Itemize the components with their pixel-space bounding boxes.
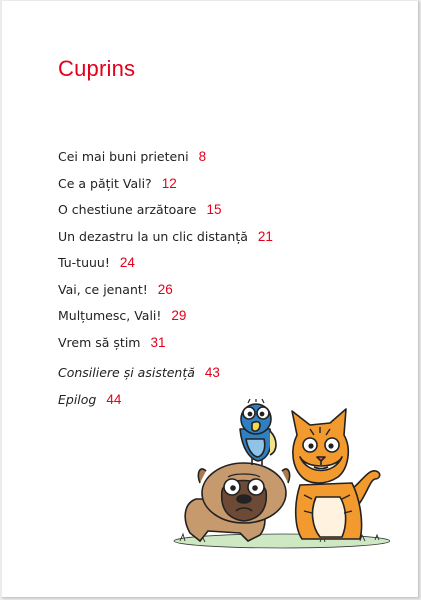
toc-entry-label: Tu-tuuu!: [58, 255, 110, 270]
animals-illustration: [170, 399, 390, 551]
toc-entry-page: 15: [206, 202, 222, 217]
toc-entry: [58, 200, 388, 227]
toc-entry: [58, 174, 388, 201]
table-of-contents: [58, 147, 388, 416]
toc-entry-page: 12: [161, 175, 177, 191]
toc-entry: [58, 253, 388, 280]
ginger-cat-icon: [292, 409, 380, 539]
toc-entry-label: Ce a pățit Vali?: [58, 175, 152, 191]
toc-entry: [58, 147, 388, 174]
toc-entry-page: 26: [157, 281, 173, 297]
toc-entry-label: Consiliere și asistență: [58, 365, 195, 380]
toc-entry: [58, 333, 388, 360]
toc-entry-page: 21: [257, 228, 273, 244]
parrot-icon: [240, 399, 276, 465]
toc-entry-label: Epilog: [58, 391, 97, 407]
toc-entry: [58, 306, 388, 333]
toc-entry-page: 8: [198, 149, 207, 164]
toc-entry: [58, 280, 388, 307]
toc-entry-label: Un dezastru la un clic distanță: [58, 228, 248, 244]
toc-entry-label: Vai, ce jenant!: [58, 281, 148, 297]
book-page: [2, 1, 419, 598]
toc-entry-appendix: [58, 363, 388, 390]
toc-entry-page: 44: [106, 391, 122, 407]
page-title: Cuprins: [58, 56, 136, 81]
toc-entry-label: O chestiune arzătoare: [58, 202, 197, 217]
toc-entry-page: 29: [171, 308, 187, 323]
toc-entry-page: 24: [119, 255, 135, 270]
toc-entry-label: Mulțumesc, Vali!: [58, 308, 162, 323]
pug-dog-icon: [185, 463, 289, 541]
toc-entry-page: 43: [204, 365, 220, 380]
toc-entry-page: 31: [150, 334, 166, 350]
toc-entry: [58, 227, 388, 254]
toc-entry-label: Vrem să știm: [58, 334, 141, 350]
toc-entry-label: Cei mai buni prieteni: [58, 149, 189, 164]
